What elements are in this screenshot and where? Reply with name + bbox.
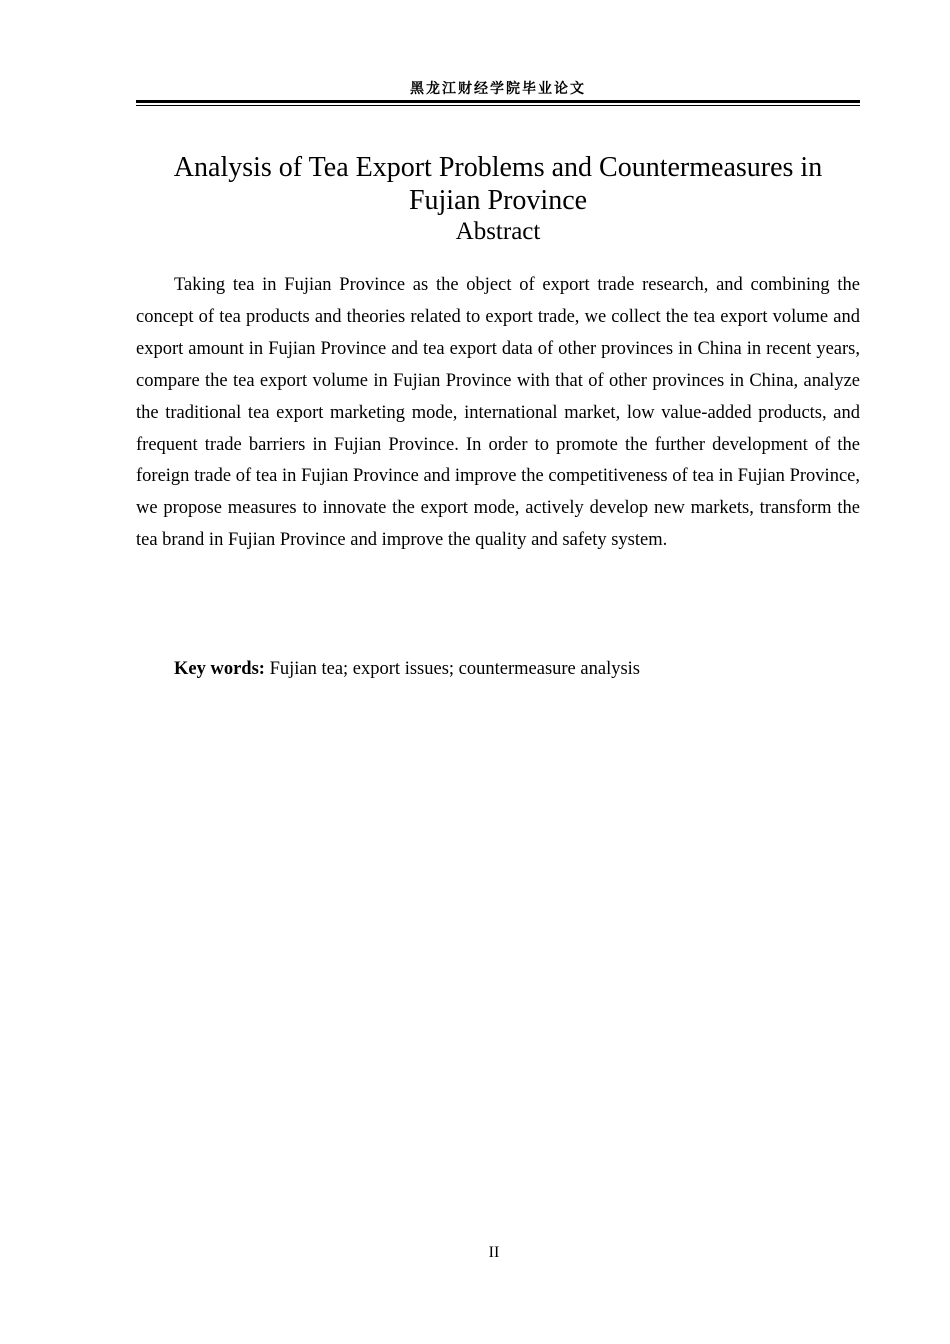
running-header: 黑龙江财经学院毕业论文 [410, 81, 586, 97]
keywords-line [174, 655, 860, 683]
keywords-label: Key words: [174, 659, 265, 679]
abstract-heading: Abstract [455, 218, 541, 245]
page-number: II [488, 1244, 500, 1261]
header-rule-thick [136, 100, 860, 103]
header-rule-thin [136, 105, 860, 106]
keywords-text: Fujian tea; export issues; countermeasure analysis [264, 659, 640, 679]
paper-title: Analysis of Tea Export Problems and Countermeasures in Fujian Province [173, 151, 823, 216]
abstract-body: Taking tea in Fujian Province as the object of export trade research, and combining the concept of tea products and theories related to export trade, we collect the tea export volume and export amount in Fujian Province and tea export data of other provinces in China in recent years, compare the tea export volume in Fujian Province with that of other provinces in China, analyze the traditional tea export marketing mode, international market, low value-added products, and frequent trade barriers in Fujian Province. In order to promote the further development of the foreign trade of tea in Fujian Province and improve the competitiveness of tea in Fujian Province, we propose measures to innovate the export mode, actively develop new markets, transform the tea brand in Fujian Province and improve the quality and safety system. [136, 275, 860, 551]
